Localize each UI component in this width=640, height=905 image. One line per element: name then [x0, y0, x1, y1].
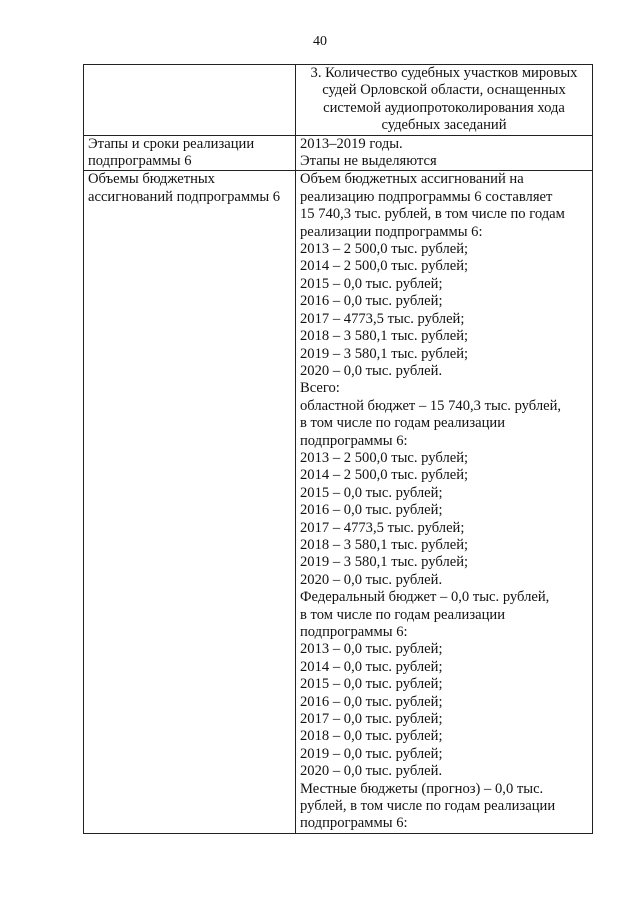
- text-line: 2019 – 3 580,1 тыс. рублей;: [300, 554, 469, 571]
- text-line: 2018 – 0,0 тыс. рублей;: [300, 728, 443, 745]
- text-line: областной бюджет – 15 740,3 тыс. рублей,: [300, 397, 562, 414]
- text-line: 3. Количество судебных участков мировых: [310, 65, 578, 81]
- text-line: 2013 – 2 500,0 тыс. рублей;: [300, 449, 469, 466]
- text-line: 2020 – 0,0 тыс. рублей.: [300, 362, 443, 379]
- text-line: Объем бюджетных ассигнований на: [300, 171, 524, 188]
- text-line: Объемы бюджетных: [88, 171, 215, 188]
- program-table: [83, 64, 593, 834]
- text-line: подпрограммы 6: [88, 153, 192, 170]
- text-line: 2014 – 2 500,0 тыс. рублей;: [300, 258, 469, 275]
- value-cell-indicator: [296, 65, 593, 136]
- text-line: 2016 – 0,0 тыс. рублей;: [300, 693, 443, 710]
- text-line: 2014 – 2 500,0 тыс. рублей;: [300, 467, 469, 484]
- text-line: подпрограммы 6:: [300, 432, 408, 449]
- text-line: подпрограммы 6:: [300, 624, 408, 640]
- label-cell-empty: [84, 65, 296, 136]
- text-line: подпрограммы 6:: [300, 815, 408, 832]
- text-line: 2019 – 0,0 тыс. рублей;: [300, 745, 443, 762]
- text-line: 2020 – 0,0 тыс. рублей.: [300, 571, 443, 588]
- text-line: 2015 – 0,0 тыс. рублей;: [300, 275, 443, 292]
- text-line: ассигнований подпрограммы 6: [88, 188, 281, 205]
- text-line: в том числе по годам реализации: [300, 415, 506, 432]
- text-line: Всего:: [300, 380, 340, 397]
- label-cell-stages: [84, 135, 296, 171]
- text-line: Федеральный бюджет – 0,0 тыс. рублей,: [300, 589, 550, 606]
- text-line: 2013 – 0,0 тыс. рублей;: [300, 641, 443, 658]
- text-line: 2014 – 0,0 тыс. рублей;: [300, 658, 443, 675]
- text-line: 2020 – 0,0 тыс. рублей.: [300, 763, 443, 780]
- table-row: [84, 171, 593, 833]
- text-line: Этапы и сроки реализации: [88, 135, 255, 152]
- text-line: 2017 – 4773,5 тыс. рублей;: [300, 310, 465, 327]
- label-cell-budget: [84, 171, 296, 833]
- text-line: 2017 – 4773,5 тыс. рублей;: [300, 519, 465, 536]
- text-line: 2017 – 0,0 тыс. рублей;: [300, 711, 443, 728]
- value-cell-stages: [296, 135, 593, 171]
- text-line: в том числе по годам реализации: [300, 606, 506, 623]
- text-line: 2018 – 3 580,1 тыс. рублей;: [300, 536, 469, 553]
- text-line: 2019 – 3 580,1 тыс. рублей;: [300, 345, 469, 362]
- page-number: 40: [313, 34, 327, 49]
- text-line: Этапы не выделяются: [300, 153, 437, 170]
- text-line: Местные бюджеты (прогноз) – 0,0 тыс.: [300, 780, 544, 797]
- table-row: [84, 65, 593, 136]
- text-line: 2013 – 2 500,0 тыс. рублей;: [300, 241, 469, 258]
- text-line: 2015 – 0,0 тыс. рублей;: [300, 676, 443, 693]
- value-cell-budget: [296, 171, 593, 833]
- text-line: системой аудиопротоколирования хода: [323, 99, 565, 116]
- text-line: 15 740,3 тыс. рублей, в том числе по годам: [300, 206, 565, 223]
- text-line: 2018 – 3 580,1 тыс. рублей;: [300, 328, 469, 345]
- text-line: судебных заседаний: [381, 117, 507, 134]
- text-line: рублей, в том числе по годам реализации: [300, 798, 556, 815]
- text-line: 2015 – 0,0 тыс. рублей;: [300, 484, 443, 501]
- text-line: 2013–2019 годы.: [300, 135, 403, 152]
- text-line: реализацию подпрограммы 6 составляет: [300, 188, 553, 205]
- text-line: судей Орловской области, оснащенных: [322, 82, 566, 99]
- text-line: реализации подпрограммы 6:: [300, 223, 483, 240]
- text-line: 2016 – 0,0 тыс. рублей;: [300, 502, 443, 519]
- table-row: [84, 135, 593, 171]
- text-line: 2016 – 0,0 тыс. рублей;: [300, 293, 443, 310]
